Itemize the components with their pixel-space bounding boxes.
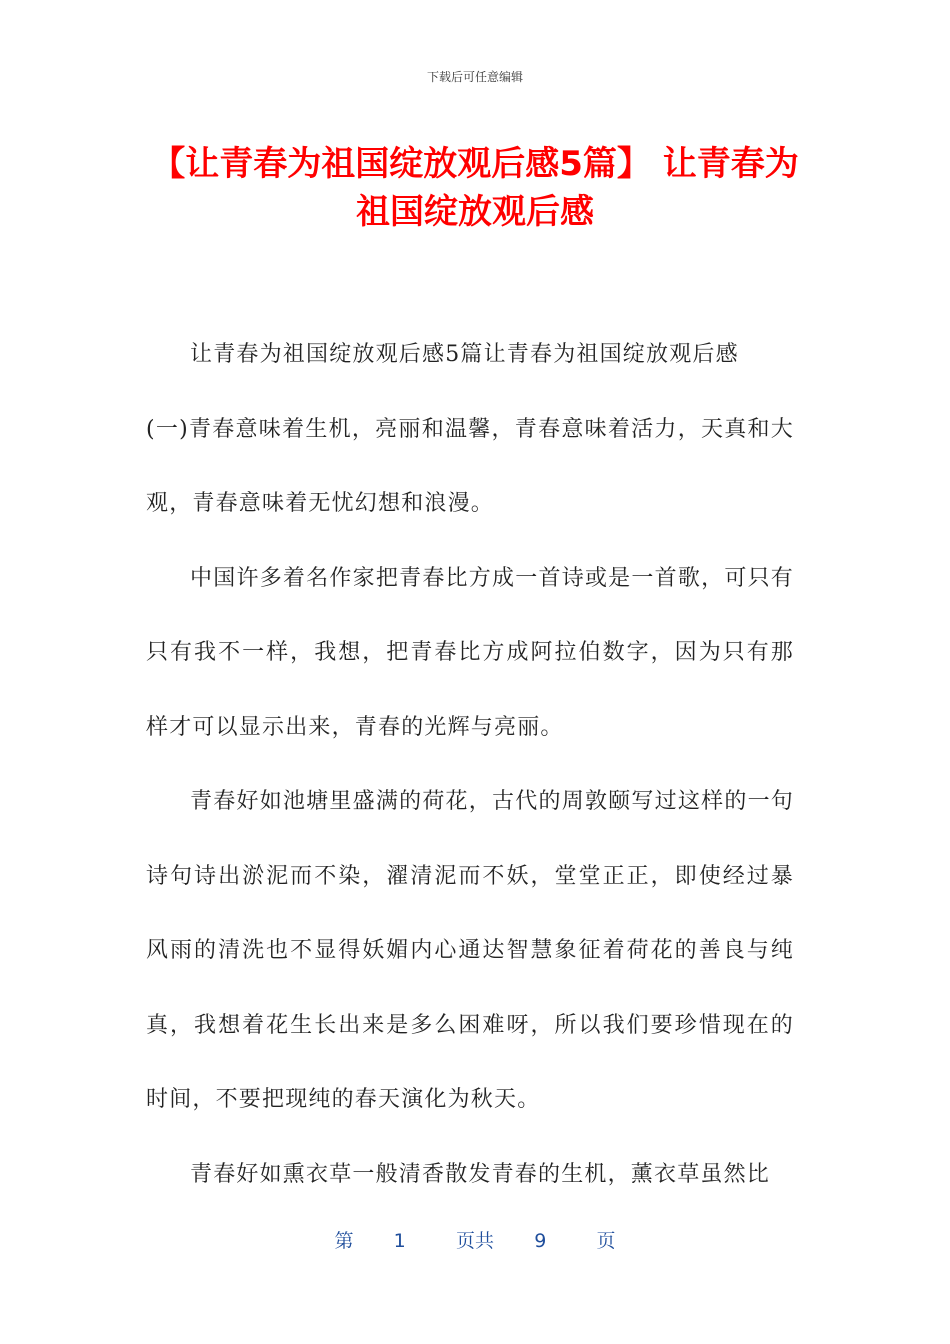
- paragraph-2: (一)青春意味着生机，亮丽和温馨，青春意味着活力，天真和大观，青春意味着无忧幻想和浪漫。: [146, 416, 794, 516]
- page-label-suffix: 页: [596, 1230, 616, 1252]
- page-footer: [0, 1226, 950, 1253]
- page-label-mid: 页共: [455, 1230, 494, 1252]
- total-pages-number: 9: [534, 1230, 547, 1252]
- header-note: 下载后可任意编辑: [426, 70, 523, 84]
- page-label-prefix: 第: [334, 1230, 354, 1252]
- document-body: [146, 318, 794, 1212]
- document-title: 【让青春为祖国绽放观后感5篇】 让青春为祖国绽放观后感: [151, 144, 799, 232]
- paragraph-5: 青春好如熏衣草一般清香散发青春的生机，薰衣草虽然比: [190, 1161, 771, 1187]
- current-page-number: 1: [393, 1230, 406, 1252]
- paragraph-1: 让青春为祖国绽放观后感5篇让青春为祖国绽放观后感: [190, 342, 739, 367]
- paragraph-4: 青春好如池塘里盛满的荷花，古代的周敦颐写过这样的一句诗句诗出淤泥而不染，濯清泥而不妖，堂堂正正，即使经过暴风雨的清洗也不显得妖媚内心通达智慧象征着荷花的善良与纯真，我想着花生长出来是多么困难呀，所以我们要珍惜现在的时间，不要把现纯的春天演化为秋天。: [146, 789, 794, 1112]
- paragraph-3: 中国许多着名作家把青春比方成一首诗或是一首歌，可只有只有我不一样，我想，把青春比方成阿拉伯数字，因为只有那样才可以显示出来，青春的光辉与亮丽。: [146, 565, 794, 740]
